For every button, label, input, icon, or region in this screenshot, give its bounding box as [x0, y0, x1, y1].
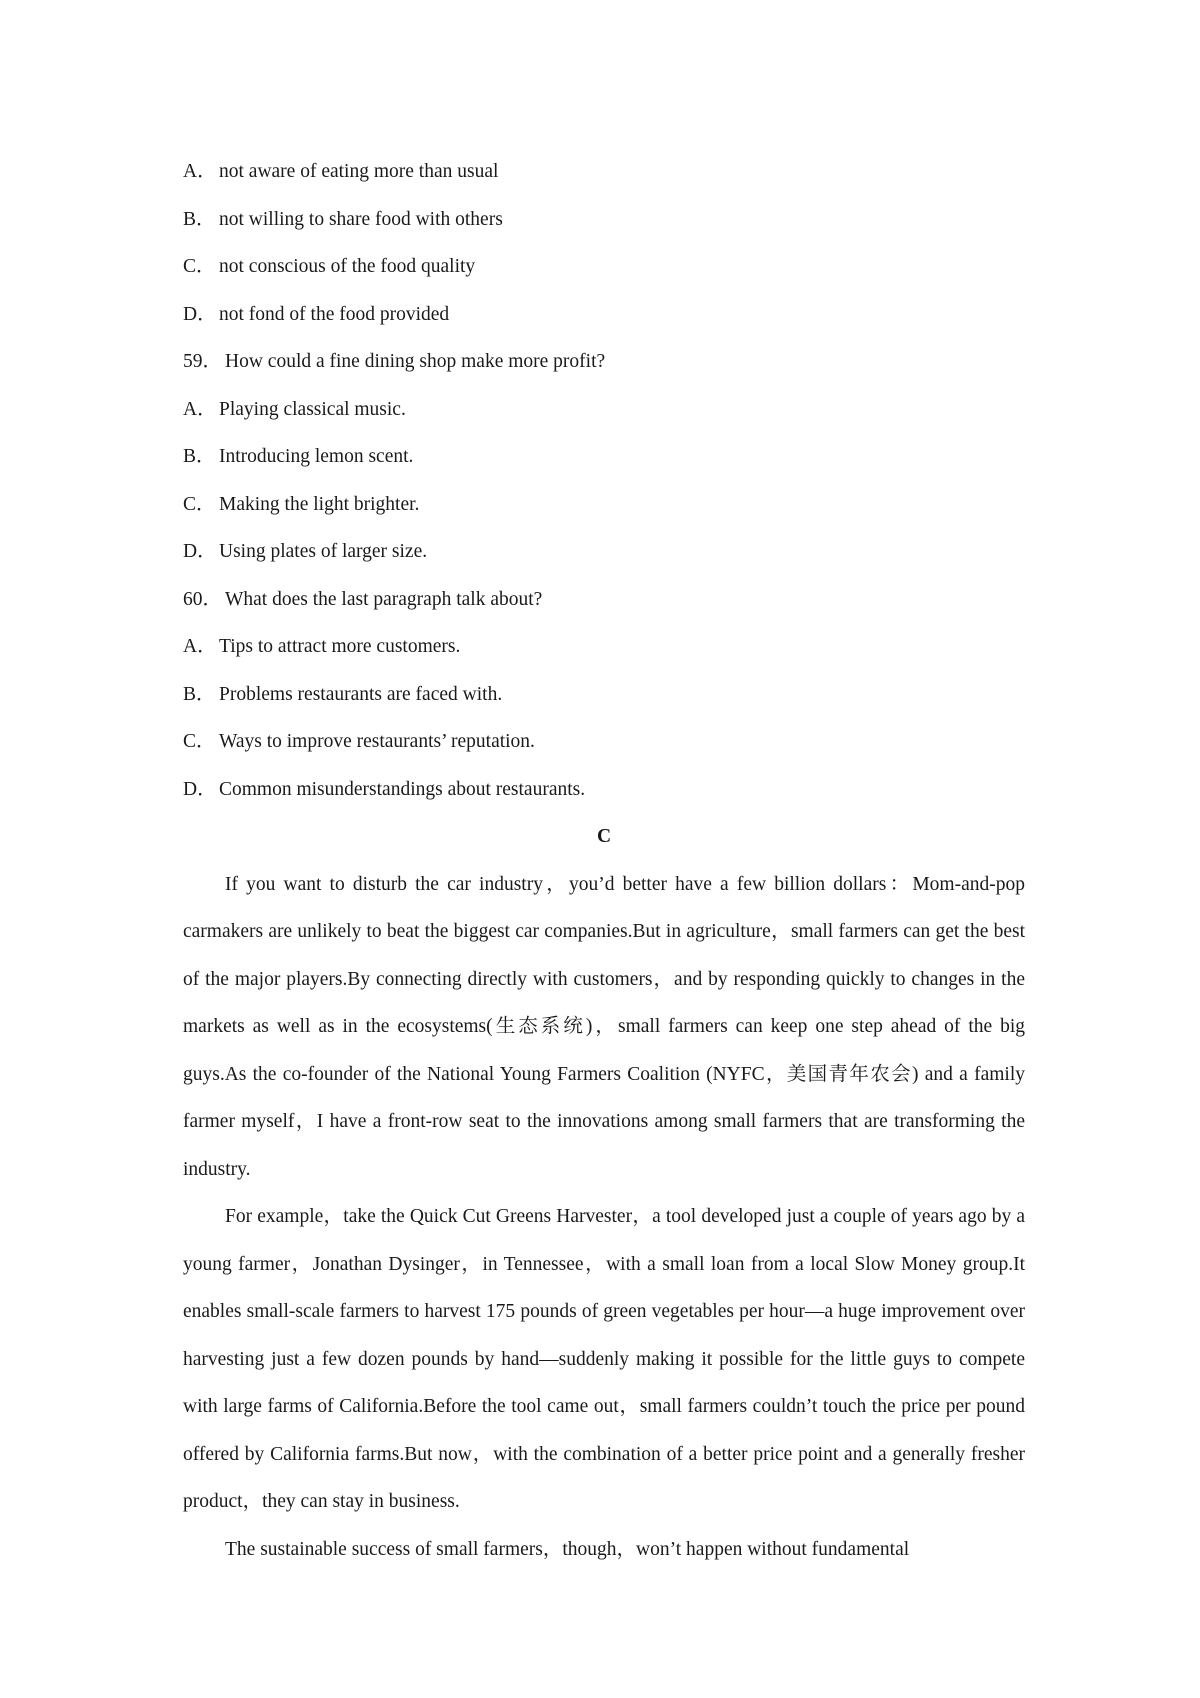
question-text: What does the last paragraph talk about?	[225, 588, 543, 610]
option-text: Introducing lemon scent.	[219, 446, 414, 467]
question-59	[183, 338, 1025, 576]
paragraph: For example，take the Quick Cut Greens Harvester，a tool developed just a couple of years ago by a young farmer，Jonathan Dysinger，in Tennessee，with a small loan from a local Slow Money group.It enables small-scale farmers to harvest 175 pounds of green vegetables per hour—a huge improvement over harvesting just a few dozen pounds by hand—suddenly making it possible for the little guys to compete with large farms of California.Before the tool came out，small farmers couldn’t touch the price per pound offered by California farms.But now，with the combination of a better price point and a generally fresher product，they can stay in business.	[183, 1206, 1025, 1512]
option-b	[183, 433, 1025, 481]
option-letter: C．	[183, 256, 216, 277]
option-letter: C．	[183, 493, 216, 515]
option-letter: A．	[183, 161, 217, 182]
question-text: How could a fine dining shop make more profit?	[225, 351, 606, 372]
option-a	[183, 386, 1025, 434]
option-text: not fond of the food provided	[219, 303, 450, 325]
option-text: Common misunderstandings about restaurants.	[219, 778, 586, 800]
option-text: Playing classical music.	[219, 398, 406, 420]
question-number: 59．	[183, 351, 223, 372]
option-text: Ways to improve restaurants’ reputation.	[219, 731, 535, 752]
paragraph: If you want to disturb the car industry，you’d better have a few billion dollars：Mom-and-pop carmakers are unlikely to beat the biggest car companies.But in agriculture，small farmers can get the best of the major players.By connecting directly with customers，and by responding quickly to changes in the markets as well as in the ecosystems(生态系统)，small farmers can keep one step ahead of the big guys.As the co-founder of the National Young Farmers Coalition (NYFC，美国青年农会) and a family farmer myself，I have a front-row seat to the innovations among small farmers that are transforming the industry.	[183, 873, 1025, 1180]
option-text: Tips to attract more customers.	[219, 636, 461, 657]
option-letter: A．	[183, 398, 217, 420]
option-b	[183, 671, 1025, 719]
passage-c	[183, 861, 1025, 1574]
paragraph: The sustainable success of small farmers，though，won’t happen without fundamental	[225, 1538, 910, 1560]
option-c	[183, 481, 1025, 529]
option-text: not willing to share food with others	[219, 208, 503, 230]
option-a	[183, 148, 1025, 196]
option-letter: D．	[183, 778, 217, 800]
option-c	[183, 243, 1025, 291]
document-page	[183, 148, 1025, 1573]
option-text: Using plates of larger size.	[219, 541, 428, 562]
option-text: not conscious of the food quality	[219, 256, 476, 277]
option-d	[183, 291, 1025, 339]
option-text: not aware of eating more than usual	[219, 161, 499, 182]
option-text: Problems restaurants are faced with.	[219, 683, 503, 705]
option-letter: C．	[183, 731, 216, 752]
section-heading: C	[596, 826, 612, 847]
question-stem	[183, 576, 1025, 624]
option-b	[183, 196, 1025, 244]
option-letter: B．	[183, 683, 216, 705]
question-stem	[183, 338, 1025, 386]
option-d	[183, 766, 1025, 814]
option-a	[183, 623, 1025, 671]
option-c	[183, 718, 1025, 766]
question-60	[183, 576, 1025, 814]
option-letter: D．	[183, 541, 217, 562]
option-letter: B．	[183, 446, 216, 467]
q58-options	[183, 148, 1025, 338]
option-letter: D．	[183, 303, 217, 325]
option-letter: A．	[183, 636, 217, 657]
question-number: 60．	[183, 588, 223, 610]
option-text: Making the light brighter.	[219, 493, 420, 515]
option-letter: B．	[183, 208, 216, 230]
option-d	[183, 528, 1025, 576]
